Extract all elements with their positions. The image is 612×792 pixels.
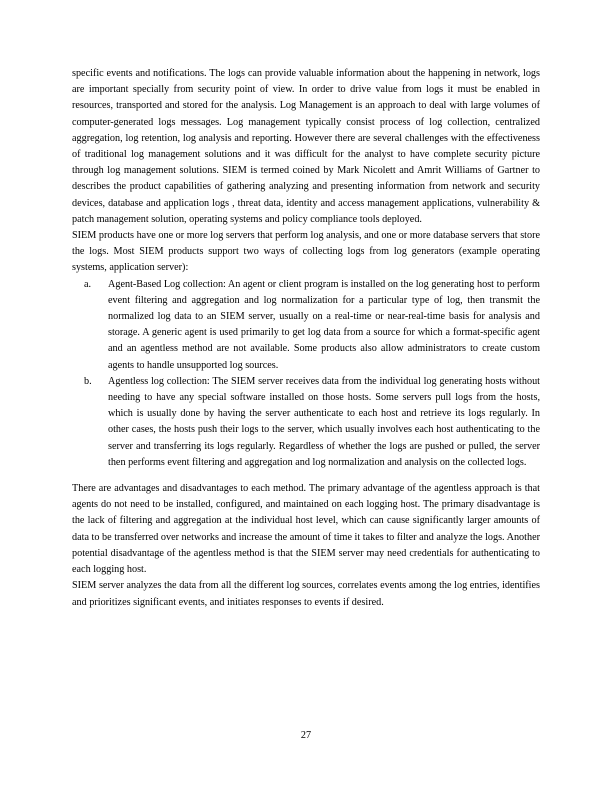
body-paragraph: There are advantages and disadvantages to each method. The primary advantage of the agentless approach is that agents do not need to be installed, configured, and maintained on each logging host. The primary disadvantage is the lack of filtering and aggregation at the individual host level, which can cause significantly larger amounts of data to be transferred over networks and increase the amount of time it takes to filter and analyze the logs. Another potential disadvantage of the agentless method is that the SIEM server may need credentials for authenticating to each logging host. xyxy=(72,483,540,576)
page-number: 27 xyxy=(300,730,312,741)
body-paragraph: SIEM server analyzes the data from all the different log sources, correlates events among the log entries, identifies and prioritizes significant events, and initiates responses to events if desired. xyxy=(72,580,540,608)
list-marker: b. xyxy=(84,375,92,387)
list-item-text: Agentless log collection: The SIEM server receives data from the individual log generating hosts without needing to have any special software installed on those hosts. Some servers pull logs from the hosts, which is usually done by having the server authenticate to each host and retrieve its logs regularly. In other cases, the hosts push their logs to the server, which usually involves each host authenticating to the server and transferring its logs regularly. Regardless of whether the logs are pushed or pulled, the server then performs event filtering and aggregation and log normalization and analysis on the collected logs. xyxy=(108,375,540,468)
collection-methods-list xyxy=(72,277,540,471)
list-item-text: Agent-Based Log collection: An agent or client program is installed on the log generating host to perform event filtering and aggregation and log normalization for a particular type of log, then transmit the normalized log data to an SIEM server, usually on a real-time or near-real-time basis for analysis and storage. A generic agent is used primarily to get log data from a source for which a format-specific agent and an agentless method are not available. Some products also allow administrators to create custom agents to handle unsupported log sources. xyxy=(108,278,540,371)
list-item xyxy=(72,277,540,374)
body-paragraph: specific events and notifications. The logs can provide valuable information about the happening in network, logs are important specially from security point of view. In order to drive value from logs it must be enabled in resources, transported and stored for the analysis. Log Management is an approach to deal with large volumes of computer-generated logs messages. Log management typically consist process of log collection, centralized aggregation, log retention, log analysis and reporting. However there are several challenges with the effectiveness of traditional log management solutions and it was difficult for the analyst to have complete security picture through log management solutions. SIEM is termed coined by Mark Nicolett and Amrit Williams of Gartner to describes the product capabilities of gathering analyzing and presenting information from network and security devices, database and application logs , threat data, identity and access management applications, vulnerability & patch management solution, operating systems and policy compliance tools deployed. xyxy=(72,68,540,225)
document-page xyxy=(72,66,540,611)
list-marker: a. xyxy=(84,278,92,290)
paragraph-spacer xyxy=(72,471,540,481)
list-item xyxy=(72,374,540,471)
body-paragraph: SIEM products have one or more log servers that perform log analysis, and one or more database servers that store the logs. Most SIEM products support two ways of collecting logs from log generators (example operating systems, application server): xyxy=(72,230,540,274)
